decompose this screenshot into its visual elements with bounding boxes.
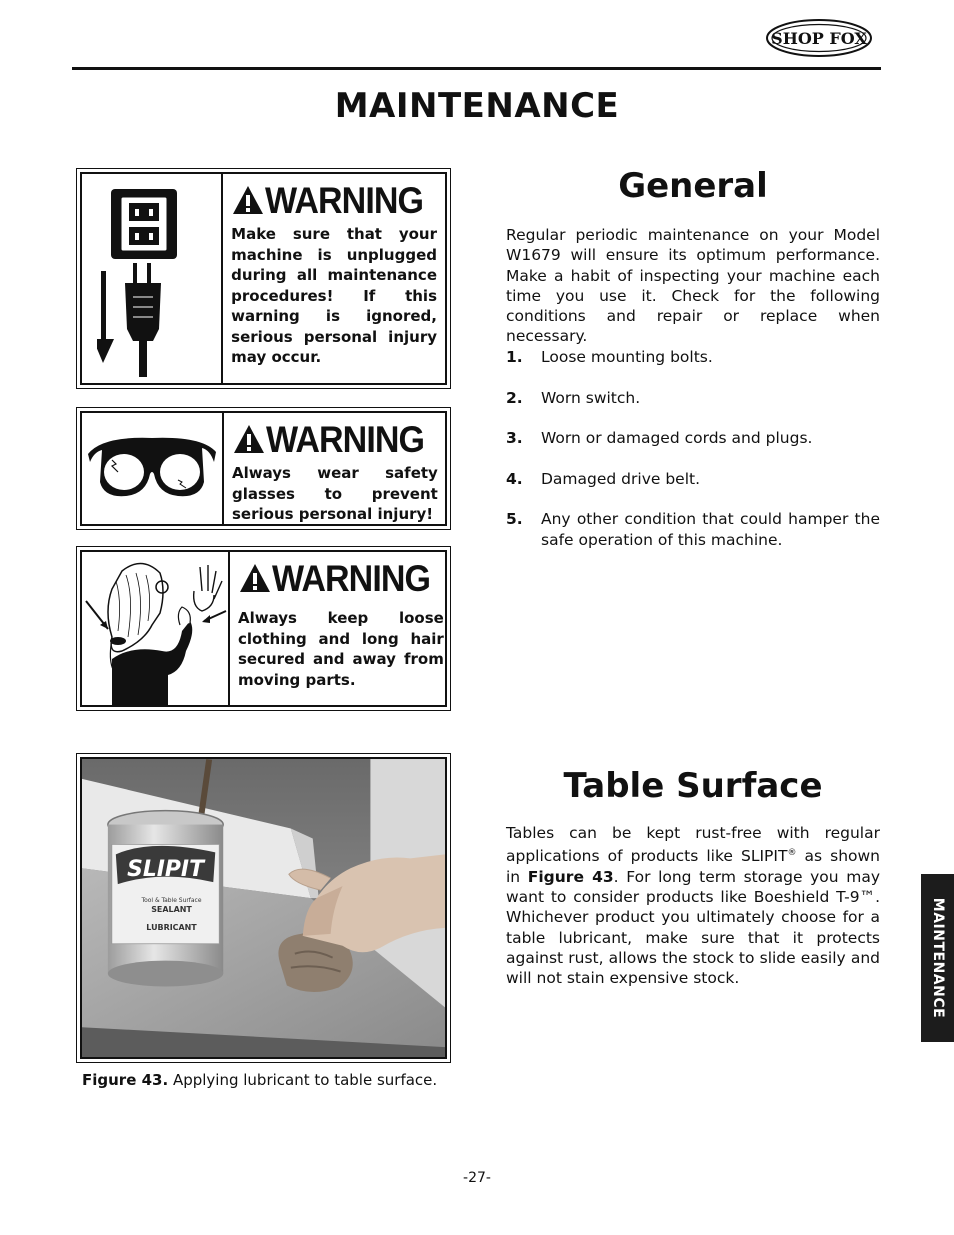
warning-triangle-icon	[231, 184, 265, 216]
table-surface-title: Table Surface	[563, 766, 823, 806]
general-title: General	[618, 166, 768, 206]
safety-glasses-icon	[82, 413, 224, 524]
list-item: 2. Worn switch.	[506, 388, 641, 407]
long-hair-icon	[82, 552, 230, 705]
warning-box-glasses	[76, 407, 451, 530]
side-tab-maintenance: MAINTENANCE	[921, 874, 954, 1042]
warning-text: Make sure that your machine is unplugged during all maintenance procedures! If this warning is ignored, serious personal injury may occur.	[231, 225, 437, 366]
warning-triangle-icon	[232, 423, 266, 455]
warning-box-unplug	[76, 168, 451, 389]
figure-caption: Figure 43. Applying lubricant to table surface.	[82, 1071, 438, 1089]
can-brand: SLIPIT	[127, 857, 205, 883]
warning-text: Always keep loose clothing and long hair secured and away from moving parts.	[238, 609, 444, 689]
svg-text:Tool & Table Surface: Tool & Table Surface	[141, 897, 202, 905]
general-checklist	[506, 347, 880, 570]
general-intro: Regular periodic maintenance on your Model W1679 will ensure its optimum performance. Make a habit of inspecting your machine each time you use it. Check for the following conditions and repair or replace when necessary.	[506, 226, 880, 346]
warning-box-hair	[76, 546, 451, 711]
warning-triangle-icon	[238, 562, 272, 594]
warning-heading: WARNING	[266, 418, 425, 460]
page-number: -27-	[463, 1170, 491, 1186]
list-item: 5. Any other condition that could hamper the safe operation of this machine.	[506, 510, 880, 549]
figure-43-photo	[76, 753, 451, 1063]
header-rule	[72, 67, 881, 70]
page-title: MAINTENANCE	[334, 86, 620, 126]
unplug-icon	[82, 174, 223, 383]
warning-heading: WARNING	[265, 179, 424, 221]
warning-heading: WARNING	[272, 557, 431, 599]
warning-text: Always wear safety glasses to prevent serious personal injury!	[232, 464, 438, 523]
list-item: 1. Loose mounting bolts.	[506, 348, 713, 366]
list-item: 4. Damaged drive belt.	[506, 469, 701, 488]
svg-text:SEALANT: SEALANT	[151, 904, 192, 914]
shop-fox-logo	[766, 18, 872, 58]
logo-text: SHOP FOX	[771, 29, 867, 48]
list-item: 3. Worn or damaged cords and plugs.	[506, 429, 813, 448]
table-surface-text: Tables can be kept rust-free with regular applications of products like SLIPIT® as shown in Figure 43. For long term storage you may want to consider products like Boeshield T-9™. Whichever product you ultimately choose for a table lubricant, make sure that it protects against rust, allows the stock to slide easily and will not stain expensive stock.	[506, 824, 881, 988]
svg-text:LUBRICANT: LUBRICANT	[146, 922, 197, 932]
